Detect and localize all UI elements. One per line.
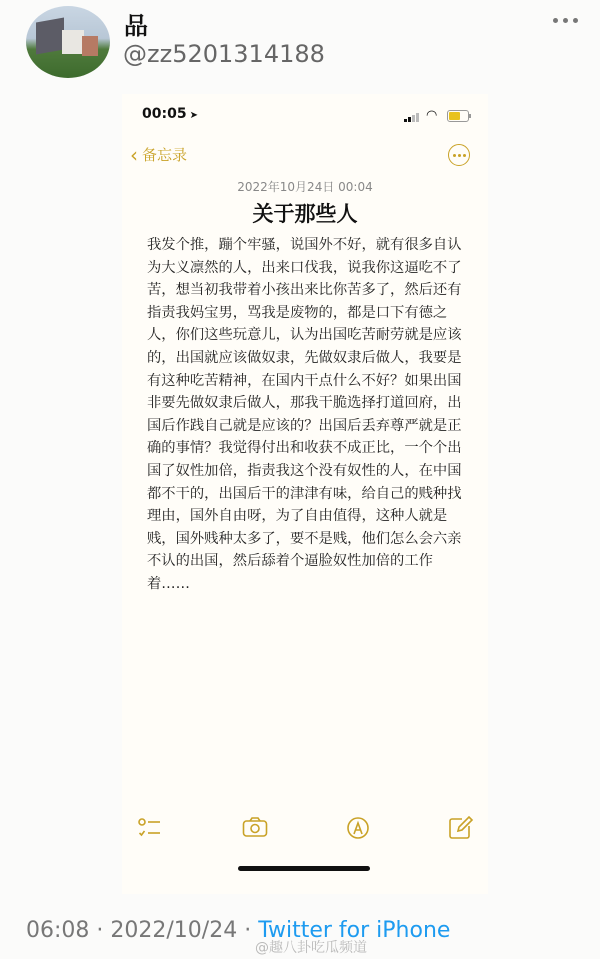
tweet-date[interactable]: 2022/10/24 (110, 918, 238, 943)
location-arrow-icon: ➤ (189, 110, 198, 121)
markup-pen-icon[interactable] (345, 816, 371, 840)
avatar[interactable] (26, 6, 110, 78)
more-horizontal-icon[interactable] (550, 10, 580, 30)
ellipsis-circle-icon[interactable] (448, 144, 470, 166)
back-button[interactable] (130, 144, 187, 165)
tweet-time[interactable]: 06:08 (26, 918, 90, 943)
home-indicator[interactable] (238, 866, 370, 871)
back-label: 备忘录 (142, 146, 188, 164)
camera-icon[interactable] (242, 816, 268, 840)
tweet-meta: 06:08 · 2022/10/24 · Twitter for iPhone (26, 918, 451, 943)
wifi-icon: ◠ (426, 108, 438, 123)
battery-icon (447, 110, 469, 122)
note-title: 关于那些人 (252, 202, 358, 226)
cellular-signal-icon (404, 112, 420, 122)
tweet-source-link[interactable]: Twitter for iPhone (258, 918, 451, 943)
watermark: @趣八卦吃瓜频道 (255, 940, 367, 956)
status-time: 00:05 ➤ (142, 106, 198, 122)
user-handle[interactable]: @zz5201314188 (123, 40, 325, 68)
note-date: 2022年10月24日 00:04 (237, 180, 373, 194)
note-body[interactable]: 我发个推，蹦个牢骚，说国外不好，就有很多自认为大义凛然的人，出来口伐我，说我你这逼吃不了苦，想当初我带着小孩出来比你苦多了，然后还有指责我妈宝男，骂我是废物的，都是口下有德之人，你们这些玩意儿，认为出国吃苦耐劳就是应该的，出国就应该做奴隶，先做奴隶后做人，我要是有这种吃苦精神，在国内干点什么不好？如果出国非要先做奴隶后做人，那我干脆选择打道回府，出国后作践自己就是应该的？出国后丢弃尊严就是正确的事情？我觉得付出和收获不成正比，一个个出国了奴性加倍，指责我这个没有奴性的人，在中国都不干的，出国后干的津津有味，给自己的贱种找理由，国外自由呀，为了自由值得，这种人就是贱，国外贱种太多了，要不是贱，他们怎么会六亲不认的出国，然后舔着个逼脸奴性加倍的工作着…… (147, 237, 462, 592)
notes-screenshot (122, 94, 488, 894)
checklist-icon[interactable] (137, 816, 163, 840)
compose-icon[interactable] (448, 816, 474, 840)
display-name[interactable]: 品 (124, 12, 148, 40)
chevron-left-icon: ‹ (130, 142, 138, 167)
